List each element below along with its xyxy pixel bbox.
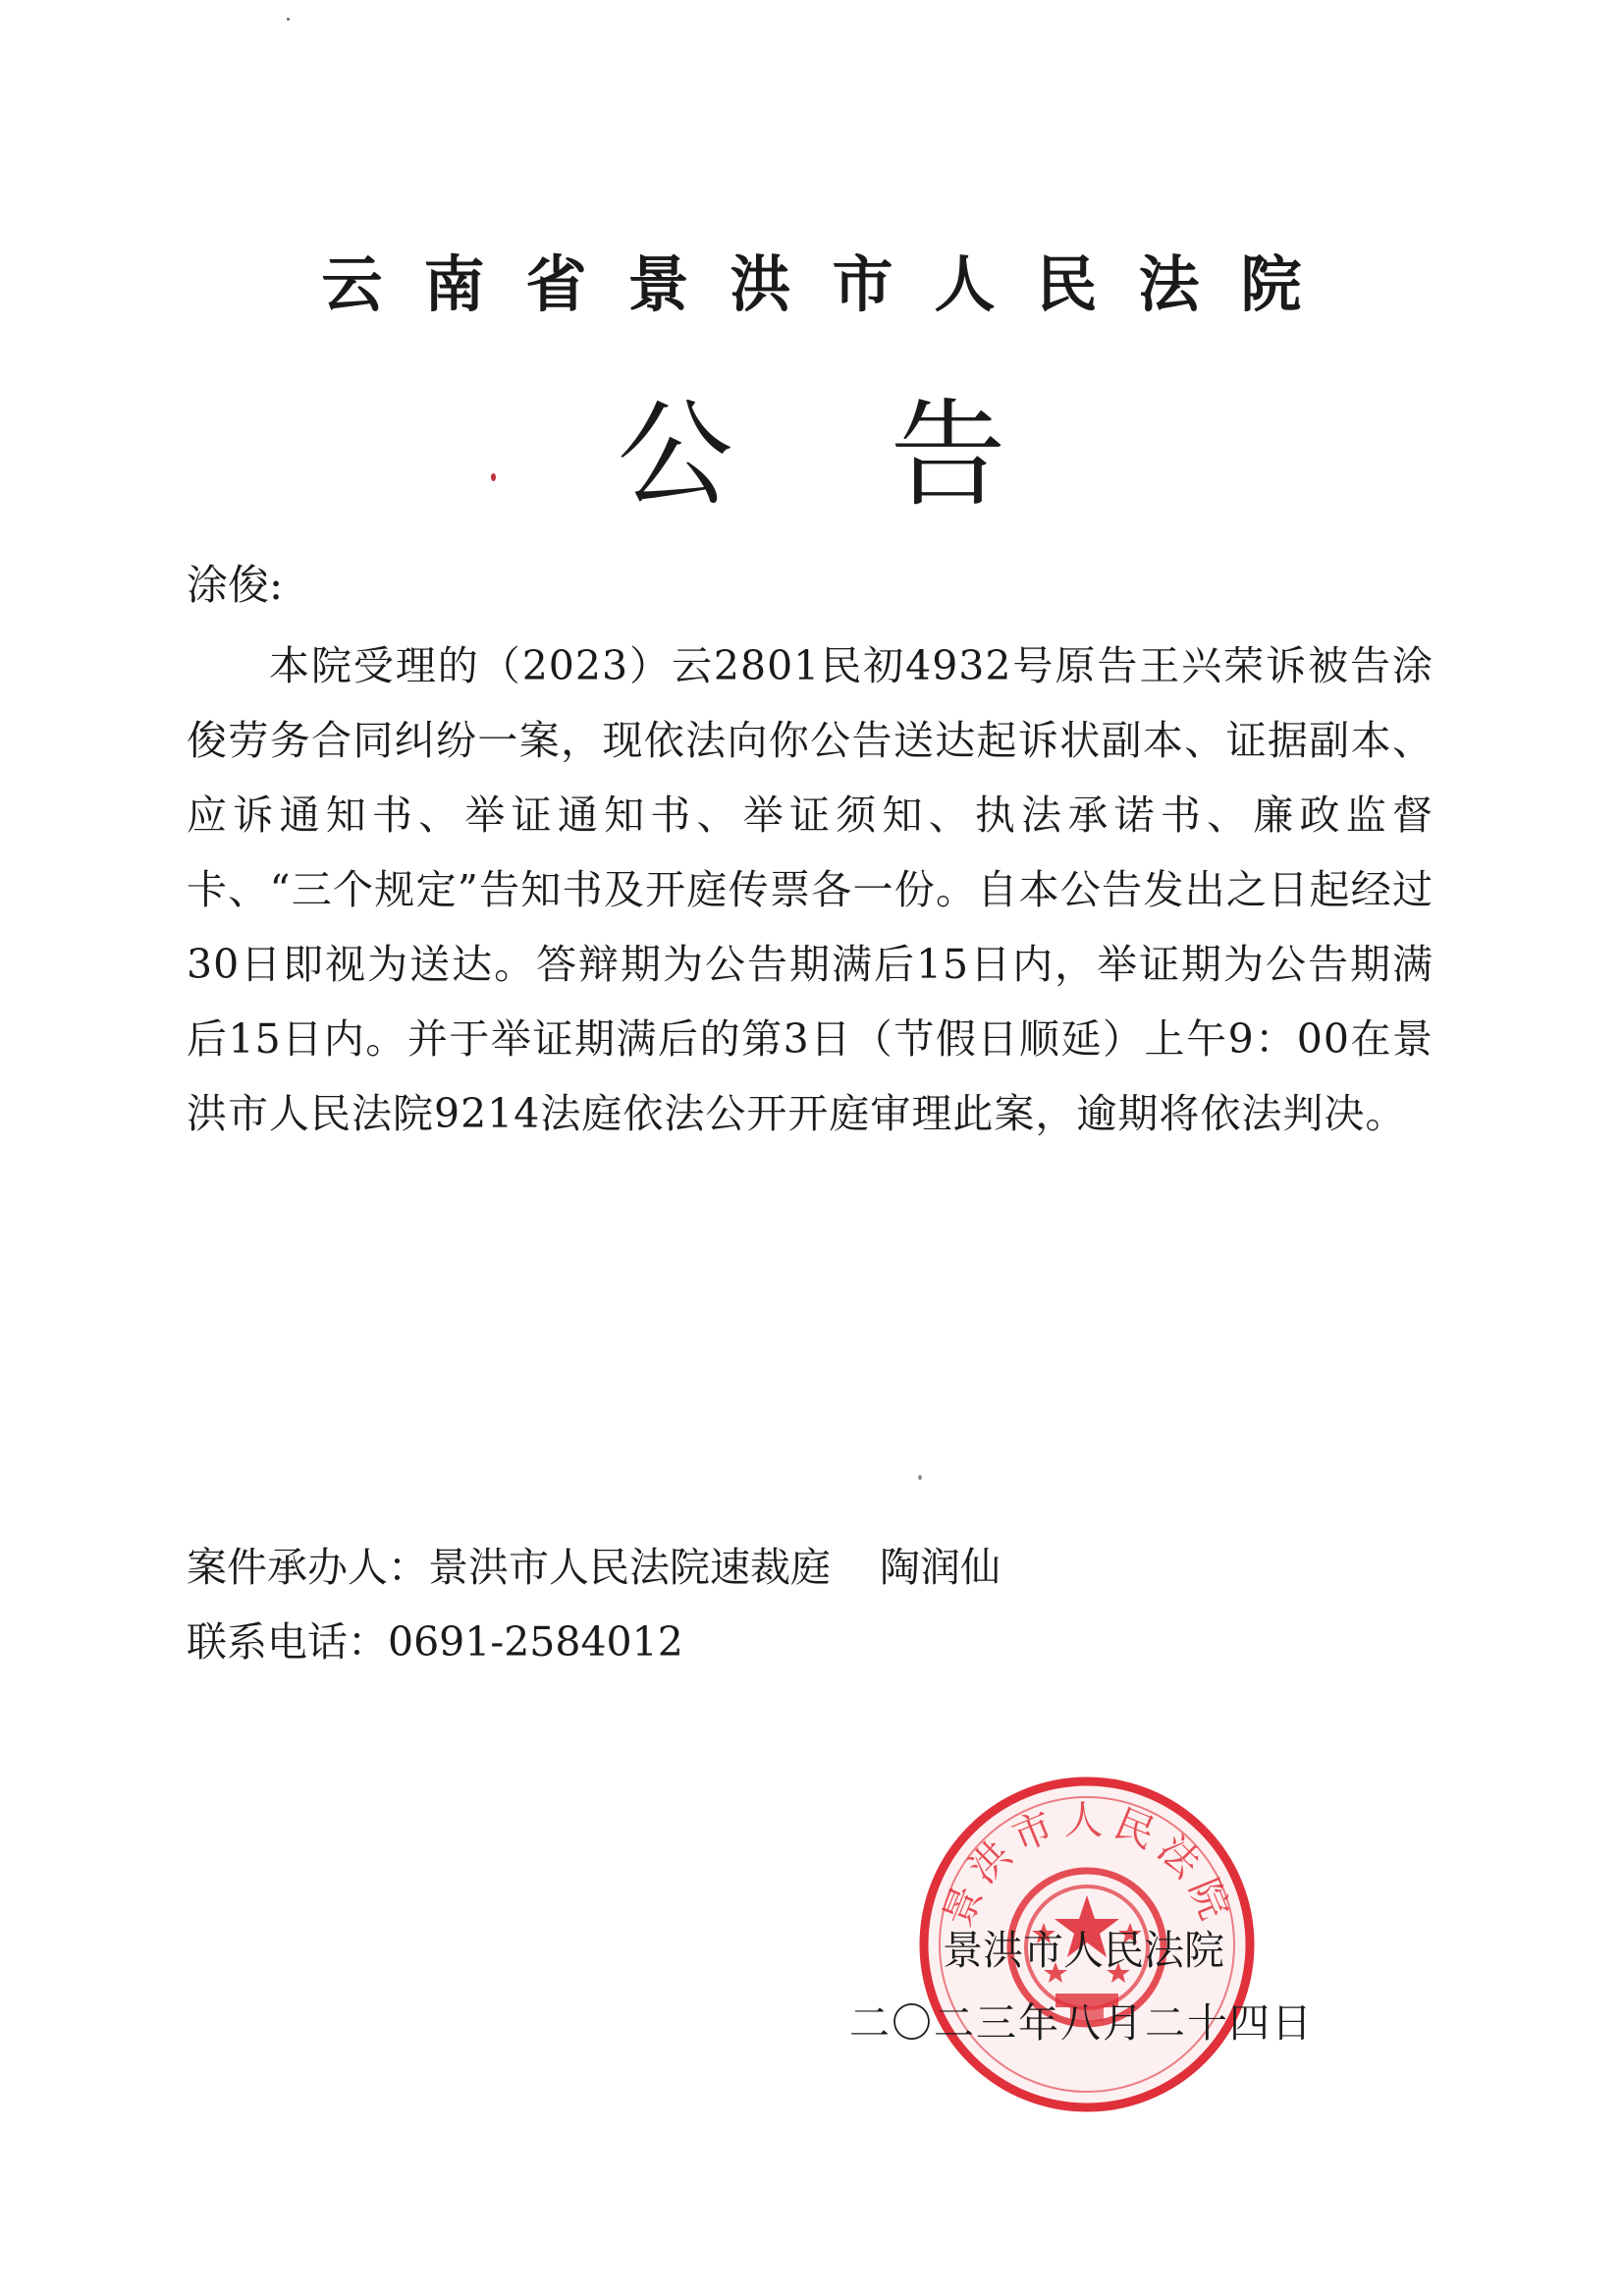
seal-text: 景洪市人民法院 <box>935 1797 1240 1934</box>
court-name-heading: 云南省景洪市人民法院 <box>321 248 1343 320</box>
handler-unit: 景洪市人民法院速裁庭 <box>428 1544 831 1591</box>
case-handler-line <box>187 1538 1463 1597</box>
scan-speck <box>918 1475 922 1480</box>
issuing-court: 景洪市人民法院 <box>943 1927 1224 1974</box>
contact-phone-line <box>187 1613 1463 1671</box>
phone-label: 联系电话： <box>187 1618 388 1666</box>
handler-name: 陶润仙 <box>880 1544 1001 1591</box>
scan-speck <box>491 473 496 481</box>
addressee: 涂俊: <box>187 561 284 609</box>
document-title: 公告 <box>617 387 1163 522</box>
scan-speck <box>287 18 290 21</box>
phone-value: 0691-2584012 <box>388 1618 683 1666</box>
issue-date: 二〇二三年八月二十四日 <box>849 1999 1314 2047</box>
notice-body: 本院受理的（2023）云2801民初4932号原告王兴荣诉被告涂俊劳务合同纠纷一案，现依法向你公告送达起诉状副本、证据副本、应诉通知书、举证通知书、举证须知、执法承诺书、廉政监督卡、“三个规定”告知书及开庭传票各一份。自本公告发出之日起经过30日即视为送达。答辩期为公告期满后15日内，举证期为公告期满后15日内。并于举证期满后的第3日（节假日顺延）上午9：00在景洪市人民法院9214法庭依法公开开庭审理此案，逾期将依法判决。 <box>187 642 1434 1137</box>
handler-label: 案件承办人： <box>187 1544 428 1591</box>
